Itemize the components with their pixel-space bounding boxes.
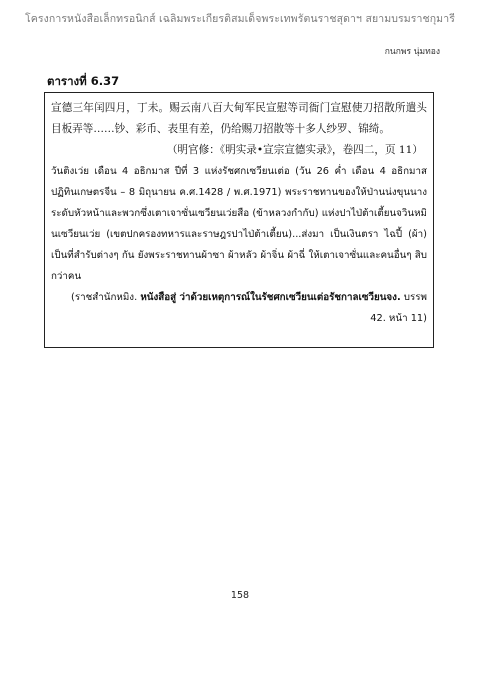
chinese-source: （明官修：《明实录•宣宗宣德实录》，卷四二，页 11）	[166, 144, 423, 156]
thai-source-title: หนังสือสู่ ว่าด้วยเหตุการณ์ในรัชศกเซวียนเต่อรัชกาลเซวียนจง.	[140, 292, 401, 303]
thai-source-suffix: บรรพ 42. หน้า 11)	[370, 292, 427, 324]
thai-source-prefix: (ราชสำนักหมิง.	[71, 292, 141, 303]
author-name: กนกพร นุ่มทอง	[384, 47, 440, 57]
page-number: 158	[230, 590, 250, 601]
chinese-text: 宣德三年闰四月，丁未。赐云南八百大甸军民宣慰等司衙门宣慰使刀招散所遣头目板弄等……钞、彩币、表里有差，仍给赐刀招散等十多人纱罗、锦绮。	[51, 102, 427, 135]
thai-source	[51, 287, 427, 329]
thai-translation: วันติงเว่ย เดือน 4 อธิกมาส ปีที่ 3 แห่งรัชศกเซวียนเต่อ (วัน 26 ค่ำ เดือน 4 อธิกมาส ปฏิทินเกษตรจีน – 8 มิถุนายน ค.ศ.1428 / พ.ศ.1971) พระราชทานของให้ป่านน่งขุนนางระดับหัวหน้าและพวกซึ่งเตาเจาซั่นเซวียนเว่ยสือ (ข้าหลวงกำกับ) แห่งปาไป่ต้าเตี้ยนจวินหมินเซวียนเว่ย (เขตปกครองทหารและราษฎรปาไป่ต้าเตี้ยน)...ส่งมา เป็นเงินตรา ไฉปี้ (ผ้า) เป็นที่สำรับต่างๆ กัน ยังพระราชทานผ้าซา ผ้าหลัว ผ้าจิ่น ผ้าฉี่ ให้เตาเจาซั่นและคนอื่นๆ สิบกว่าคน	[51, 166, 427, 282]
project-header: โครงการหนังสือเล็กทรอนิกส์ เฉลิมพระเกียรติสมเด็จพระเทพรัตนราชสุดาฯ สยามบรมราชกุมารี	[25, 13, 455, 25]
table-box	[44, 92, 434, 348]
table-label: ตารางที่ 6.37	[47, 74, 120, 88]
